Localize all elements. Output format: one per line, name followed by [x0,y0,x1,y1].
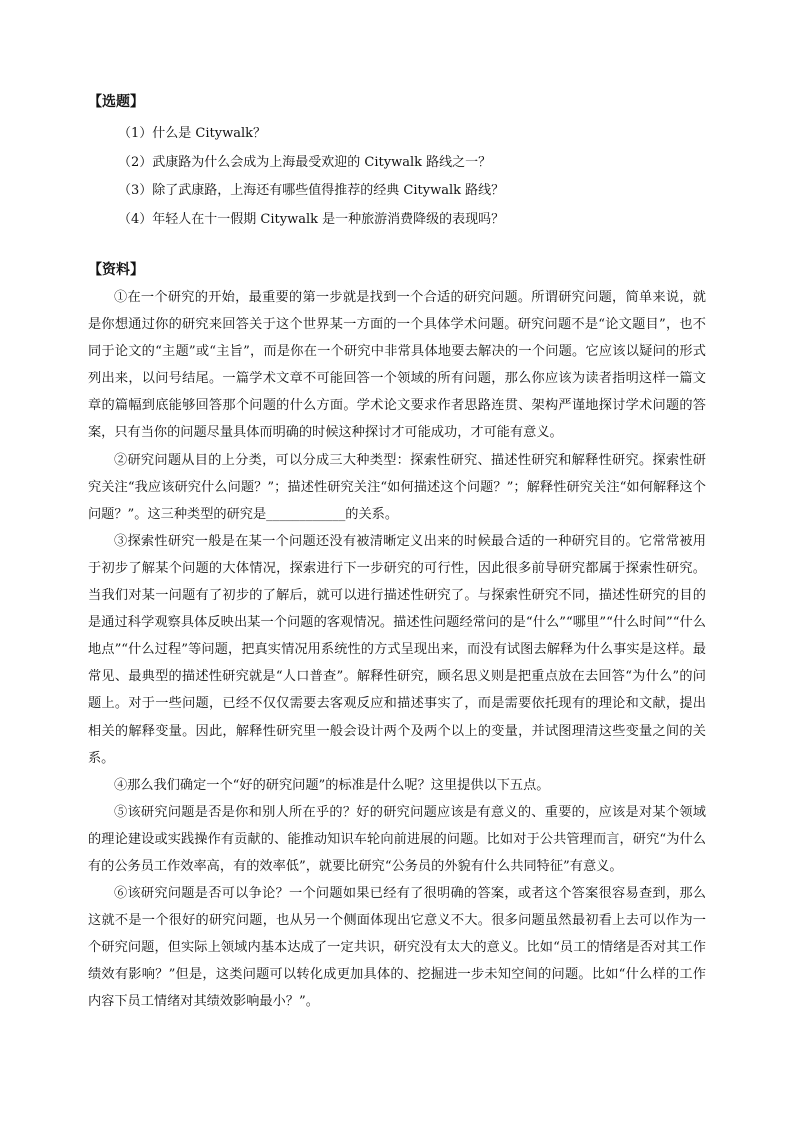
topic-item-4: （4）年轻人在十一假期 Citywalk 是一种旅游消费降级的表现吗？ [118,211,505,227]
topic-list [118,120,504,234]
material-body [88,284,706,1016]
material-paragraph-5: ⑤该研究问题是否是你和别人所在乎的？好的研究问题应该是有意义的、重要的，应该是对某个领域的理论建设或实践操作有贡献的、能推动知识车轮向前进展的问题。比如对于公共管理而言，研究“为什么有的公务员工作效率高，有的效率低”，就要比研究“公务员的外貌有什么共同特征”有意义。 [88,804,706,874]
material-paragraph-4: ④那么我们确定一个“好的研究问题”的标准是什么呢？这里提供以下五点。 [114,777,550,793]
material-paragraph-6: ⑥该研究问题是否可以争论？一个问题如果已经有了很明确的答案，或者这个答案很容易查到，那么这就不是一个很好的研究问题，也从另一个侧面体现出它意义不大。很多问题虽然最初看上去可以作为一个研究问题，但实际上领域内基本达成了一定共识，研究没有太大的意义。比如“员工的情绪是否对其工作绩效有影响？”但是，这类问题可以转化成更加具体的、挖掘进一步未知空间的问题。比如“什么样的工作内容下员工情绪对其绩效影响最小？”。 [88,886,706,1010]
material-heading: 【资料】 [88,262,144,278]
topic-item-3: （3）除了武康路，上海还有哪些值得推荐的经典 Citywalk 路线？ [118,183,505,198]
material-paragraph-3: ③探索性研究一般是在某一个问题还没有被清晰定义出来的时候最合适的一种研究目的。它常常被用于初步了解某个问题的大体情况，探索进行下一步研究的可行性，因此很多前导研究都属于探索性研究。当我们对某一问题有了初步的了解后，就可以进行描述性研究了。与探索性研究不同，描述性研究的目的是通过科学观察具体反映出某一个问题的客观情况。描述性问题经常问的是“什么”“哪里”“什么时间”“什么地点”“什么过程”等问题，把真实情况用系统性的方式呈现出来，而没有试图去解释为什么事实是这样。最常见、最典型的描述性研究就是“人口普查”。解释性研究，顾名思义则是把重点放在去回答“为什么”的问题上。对于一些问题，已经不仅仅需要去客观反应和描述事实了，而是需要依托现有的理论和文献，提出相关的解释变量。因此，解释性研究里一般会设计两个及两个以上的变量，并试图理清这些变量之间的关系。 [88,533,706,766]
topic-item-2: （2）武康路为什么会成为上海最受欢迎的 Citywalk 路线之一？ [118,154,492,170]
material-paragraph-1: ①在一个研究的开始，最重要的第一步就是找到一个合适的研究问题。所谓研究问题，简单来说，就是你想通过你的研究来回答关于这个世界某一方面的一个具体学术问题。研究问题不是“论文题目”，也不同于论文的“主题”或“主旨”，而是你在一个研究中非常具体地要去解决的一个问题。它应该以疑问的形式列出来，以问号结尾。一篇学术文章不可能回答一个领域的所有问题，那么你应该为读者指明这样一篇文章的篇幅到底能够回答那个问题的什么方面。学术论文要求作者思路连贯、架构严谨地探讨学术问题的答案，只有当你的问题尽量具体而明确的时候这种探讨才可能成功，才可能有意义。 [88,290,706,441]
topics-heading: 【选题】 [88,94,144,110]
topic-item-1: （1）什么是 Citywalk？ [118,126,266,141]
material-paragraph-2: ②研究问题从目的上分类，可以分成三大种类型：探索性研究、描述性研究和解释性研究。探索性研究关注“我应该研究什么问题？”；描述性研究关注“如何描述这个问题？”；解释性研究关注“如何解释这个问题？”。这三种类型的研究是____________的关系。 [88,452,706,522]
